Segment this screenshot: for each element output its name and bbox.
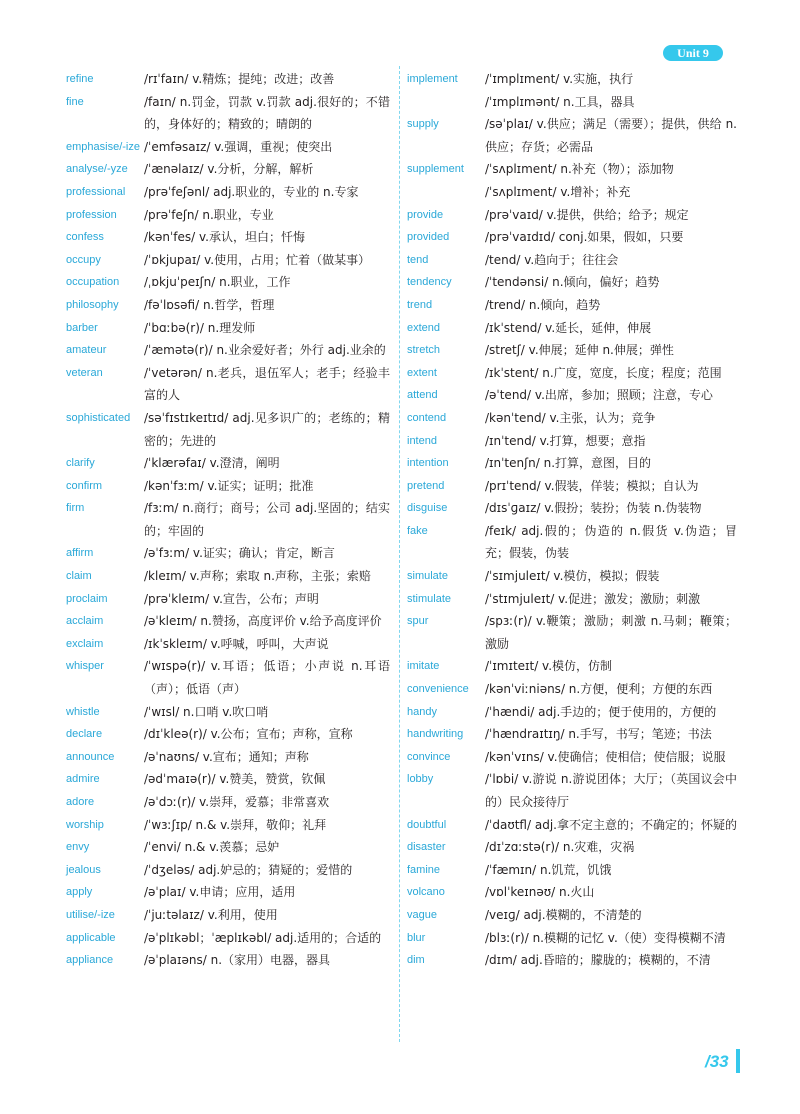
vocab-entry	[66, 791, 396, 814]
vocab-word: jealous	[66, 863, 101, 876]
vocab-definition: /əˈfɜːm/ v.证实；确认；肯定，断言	[144, 546, 335, 561]
vocab-definition: /ˈdʒeləs/ adj.妒忌的；猜疑的；爱惜的	[144, 862, 353, 877]
vocab-definition: /əˈdɔː(r)/ v.崇拜，爱慕；非常喜欢	[144, 795, 330, 809]
vocab-definition: /ədˈmaɪə(r)/ v.赞美，赞赏，钦佩	[144, 772, 326, 787]
vocab-word: worship	[66, 818, 104, 831]
vocab-entry	[407, 384, 737, 407]
vocab-entry	[407, 407, 737, 430]
vocab-definition: /ˈɪmplɪment/ v.实施，执行	[485, 72, 634, 86]
vocab-word: sophisticated	[66, 411, 131, 424]
vocab-definition: /stretʃ/ v.伸展；延伸 n.伸展；弹性	[485, 343, 674, 358]
vocab-word: clarify	[66, 457, 95, 470]
vocab-entry	[407, 859, 737, 882]
vocab-word: supply	[407, 118, 439, 131]
vocab-entry	[66, 633, 396, 656]
vocab-word: extend	[407, 321, 441, 334]
vocab-definition: /ˈhændraɪtɪŋ/ n.手写，书写；笔迹；书法	[485, 727, 712, 742]
page-number-bar	[736, 1049, 740, 1073]
vocab-word: confirm	[66, 479, 103, 492]
vocab-entry	[66, 294, 396, 317]
vocab-entry	[66, 542, 396, 565]
vocab-definition: /dɪˈzɑːstə(r)/ n.灾难，灾祸	[485, 840, 635, 855]
vocab-word: blur	[407, 931, 426, 944]
vocab-definition: /səˈfɪstɪkeɪtɪd/ adj.见多识广的；老练的；精密的；先进的	[144, 410, 390, 448]
vocab-definition: /kənˈfes/ v.承认，坦白；忏悔	[144, 230, 305, 245]
vocab-entry	[407, 655, 737, 678]
vocab-definition: /ɪnˈtend/ v.打算，想要；意指	[485, 433, 646, 448]
vocab-entry	[407, 881, 737, 904]
vocab-definition: /ˈwɜːʃɪp/ n.& v.崇拜，敬仰；礼拜	[144, 817, 327, 832]
vocab-entry	[407, 294, 737, 317]
vocab-word: apply	[66, 886, 93, 899]
vocab-word: intend	[407, 434, 437, 447]
vocab-word: stimulate	[407, 592, 452, 605]
vocab-entry	[66, 610, 396, 633]
vocab-word: intention	[407, 457, 449, 470]
vocab-word: doubtful	[407, 818, 447, 831]
vocab-definition: /əˈplaɪ/ v.申请；应用，适用	[144, 885, 296, 900]
vocab-definition: /trend/ n.倾向，趋势	[485, 297, 601, 312]
vocab-word: whistle	[66, 705, 100, 718]
vocab-definition: /ɪkˈstend/ v.延长，延伸，伸展	[485, 320, 652, 335]
vocab-definition: /feɪk/ adj.假的；伪造的 n.假货 v.伪造；冒充；假装，伪装	[485, 523, 737, 561]
vocab-definition: /fəˈlɒsəfi/ n.哲学，哲理	[144, 297, 275, 312]
right-column	[407, 68, 737, 972]
vocab-word: extent	[407, 366, 437, 379]
vocab-word: lobby	[407, 773, 434, 786]
vocab-entry	[66, 407, 396, 452]
vocab-word: tend	[407, 253, 429, 266]
vocab-definition: /spɜː(r)/ v.鞭策；激励；刺激 n.马刺；鞭策；激励	[485, 614, 737, 651]
vocab-word: amateur	[66, 344, 107, 357]
vocab-entry	[66, 317, 396, 340]
vocab-entry	[66, 746, 396, 769]
vocab-entry	[66, 927, 396, 950]
vocab-word: imitate	[407, 660, 440, 673]
vocab-entry	[66, 565, 396, 588]
vocab-entry	[66, 701, 396, 724]
vocab-definition: /ˈæmətə(r)/ n.业余爱好者；外行 adj.业余的	[144, 343, 386, 358]
vocab-entry	[66, 181, 396, 204]
vocab-definition: /ˌɒkjuˈpeɪʃn/ n.职业，工作	[144, 275, 291, 290]
vocab-definition: /əˈplɪkəbl；ˈæplɪkəbl/ adj.适用的；合适的	[144, 930, 382, 945]
vocab-definition: /ˈklærəfaɪ/ v.澄清，阐明	[144, 456, 280, 471]
vocab-entry	[407, 475, 737, 498]
vocab-word: barber	[66, 321, 98, 334]
vocab-entry	[66, 475, 396, 498]
vocab-word: analyse/-yze	[66, 163, 128, 176]
vocab-entry	[407, 949, 737, 972]
vocab-definition: /ˈænəlaɪz/ v.分析，分解，解析	[144, 162, 314, 177]
vocab-word: professional	[66, 185, 126, 198]
page-number: /33	[705, 1052, 729, 1071]
vocab-definition: /veɪɡ/ adj.模糊的，不清楚的	[485, 907, 642, 922]
vocab-word: utilise/-ize	[66, 908, 115, 921]
vocab-word: fine	[66, 95, 84, 108]
vocab-definition: /əˈplaɪəns/ n.（家用）电器，器具	[144, 953, 331, 968]
vocab-word: implement	[407, 73, 458, 85]
vocab-word: admire	[66, 773, 100, 786]
vocab-definition: /ɪnˈtenʃn/ n.打算，意图，目的	[485, 456, 652, 471]
vocab-entry	[407, 91, 737, 114]
vocab-word: dim	[407, 954, 425, 967]
vocab-entry	[66, 497, 396, 542]
vocab-word: pretend	[407, 479, 445, 492]
vocab-word: adore	[66, 796, 95, 808]
vocab-word: simulate	[407, 570, 448, 583]
vocab-entry	[66, 655, 396, 700]
vocab-word: contend	[407, 411, 447, 424]
vocab-definition: /kənˈvɪns/ v.使确信；使相信；使信服；说服	[485, 749, 726, 764]
vocab-word: acclaim	[66, 615, 104, 628]
vocab-word: occupy	[66, 253, 101, 266]
vocab-entry	[66, 904, 396, 927]
vocab-entry	[66, 158, 396, 181]
vocab-word: spur	[407, 615, 429, 628]
vocab-entry	[407, 452, 737, 475]
vocab-word: refine	[66, 73, 94, 85]
vocab-word: proclaim	[66, 592, 108, 605]
vocab-definition: /ˈsʌplɪment/ v.增补；补充	[485, 184, 631, 199]
vocab-definition: /kənˈviːniəns/ n.方便，便利；方便的东西	[485, 682, 713, 697]
vocab-word: trend	[407, 298, 433, 311]
vocab-word: stretch	[407, 344, 441, 357]
vocab-entry	[407, 497, 737, 520]
vocab-definition: /ˈbɑːbə(r)/ n.理发师	[144, 320, 256, 335]
vocab-entry	[66, 339, 396, 362]
vocab-word: supplement	[407, 163, 464, 176]
vocab-entry	[407, 158, 737, 181]
vocab-word: volcano	[407, 886, 445, 899]
vocab-entry	[407, 904, 737, 927]
vocab-word: fake	[407, 524, 428, 537]
vocab-definition: /ˈɪmplɪmənt/ n.工具，器具	[485, 94, 635, 109]
vocab-definition: /səˈplaɪ/ v.供应；满足（需要）；提供，供给 n.供应；存货；必需品	[485, 117, 737, 154]
vocab-entry	[66, 723, 396, 746]
vocab-word: philosophy	[66, 298, 119, 311]
vocab-word: profession	[66, 208, 117, 221]
vocab-definition: /blɜː(r)/ n.模糊的记忆 v.（使）变得模糊不清	[485, 930, 726, 945]
vocab-entry	[407, 362, 737, 385]
vocab-entry	[407, 113, 737, 158]
vocab-word: convince	[407, 750, 451, 763]
vocab-entry	[66, 136, 396, 159]
vocab-entry	[407, 814, 737, 837]
vocab-definition: /ɪkˈskleɪm/ v.呼喊，呼叫，大声说	[144, 636, 329, 651]
vocab-entry	[407, 317, 737, 340]
vocab-definition: /kleɪm/ v.声称；索取 n.声称，主张；索赔	[144, 569, 371, 584]
vocab-entry	[407, 565, 737, 588]
vocab-definition: /ˈenvi/ n.& v.羡慕；忌妒	[144, 840, 280, 855]
vocab-entry	[407, 746, 737, 769]
vocab-definition: /ˈsɪmjuleɪt/ v.模仿，模拟；假装	[485, 569, 660, 584]
vocab-definition: /ˈstɪmjuleɪt/ v.促进；激发；激励；刺激	[485, 591, 701, 606]
vocab-entry	[407, 768, 737, 813]
vocab-definition: /ˈwɪsl/ n.口哨 v.吹口哨	[144, 704, 269, 719]
vocab-entry	[66, 249, 396, 272]
vocab-word: occupation	[66, 276, 120, 289]
vocab-entry	[66, 949, 396, 972]
vocab-definition: /ˈfæmɪn/ n.饥荒，饥饿	[485, 862, 612, 877]
vocab-entry	[407, 226, 737, 249]
vocab-word: handwriting	[407, 728, 464, 741]
vocab-definition: /ˈhændi/ adj.手边的；便于使用的，方便的	[485, 704, 717, 719]
column-divider	[399, 66, 400, 1042]
vocab-word: handy	[407, 705, 437, 718]
vocab-entry	[66, 859, 396, 882]
vocab-definition: /əˈtend/ v.出席，参加；照顾；注意，专心	[485, 388, 713, 403]
vocab-entry	[66, 768, 396, 791]
vocab-entry	[66, 836, 396, 859]
vocab-definition: /ˈtendənsi/ n.倾向，偏好；趋势	[485, 275, 660, 290]
vocab-entry	[407, 701, 737, 724]
vocab-word: firm	[66, 502, 85, 515]
vocab-entry	[66, 814, 396, 837]
vocab-entry	[66, 881, 396, 904]
vocab-entry	[407, 68, 737, 91]
vocab-definition: /ˈdaʊtfl/ adj.拿不定主意的；不确定的；怀疑的	[485, 817, 737, 832]
vocab-entry	[66, 204, 396, 227]
vocab-definition: /əˈnaʊns/ v.宣布；通知；声称	[144, 749, 309, 764]
vocab-word: envy	[66, 841, 90, 854]
vocab-entry	[407, 610, 737, 655]
vocab-definition: /ˈlɒbi/ v.游说 n.游说团体；大厅；（英国议会中的）民众接待厅	[485, 772, 737, 809]
vocab-word: veteran	[66, 366, 103, 379]
vocab-definition: /kənˈtend/ v.主张，认为；竞争	[485, 410, 656, 425]
vocab-word: announce	[66, 750, 115, 763]
vocab-entry	[407, 588, 737, 611]
vocab-word: vague	[407, 908, 437, 921]
vocab-definition: /faɪn/ n.罚金，罚款 v.罚款 adj.很好的；不错的，身体好的；精致的；晴朗的	[144, 94, 390, 132]
vocab-word: disaster	[407, 841, 446, 854]
vocab-entry	[407, 181, 737, 204]
vocab-entry	[407, 430, 737, 453]
vocab-definition: /dɪsˈɡaɪz/ v.假扮；装扮；伪装 n.伪装物	[485, 501, 702, 516]
vocab-definition: /ˈɒkjupaɪ/ v.使用，占用；忙着（做某事）	[144, 252, 371, 267]
vocab-entry	[66, 226, 396, 249]
vocab-definition: /prəˈvaɪdɪd/ conj.如果，假如，只要	[485, 230, 684, 245]
vocab-word: applicable	[66, 931, 116, 944]
vocab-definition: /kənˈfɜːm/ v.证实；证明；批准	[144, 478, 314, 493]
vocab-entry	[407, 204, 737, 227]
vocab-word: provide	[407, 208, 444, 221]
vocab-word: appliance	[66, 954, 114, 967]
vocab-definition: /ˈwɪspə(r)/ v.耳语；低语；小声说 n.耳语（声）；低语（声）	[144, 659, 390, 697]
vocab-entry	[407, 249, 737, 272]
vocab-definition: /ˈemfəsaɪz/ v.强调，重视；使突出	[144, 139, 333, 154]
vocab-entry	[407, 927, 737, 950]
vocab-definition: /ˈɪmɪteɪt/ v.模仿，仿制	[485, 659, 613, 674]
vocab-entry	[407, 723, 737, 746]
vocab-entry	[66, 68, 396, 91]
vocab-entry	[66, 452, 396, 475]
vocab-entry	[66, 588, 396, 611]
vocab-definition: /rɪˈfaɪn/ v.精炼；提纯；改进；改善	[144, 72, 335, 86]
vocab-definition: /əˈkleɪm/ n.赞扬，高度评价 v.给予高度评价	[144, 614, 382, 629]
vocab-word: affirm	[66, 547, 94, 560]
vocab-definition: /dɪˈkleə(r)/ v.公布；宣布；声称，宣称	[144, 727, 353, 742]
vocab-word: exclaim	[66, 637, 104, 650]
vocab-word: declare	[66, 728, 103, 741]
vocab-entry	[407, 836, 737, 859]
vocab-entry	[66, 362, 396, 407]
vocab-definition: /dɪm/ adj.昏暗的；朦胧的；模糊的，不清	[485, 953, 711, 968]
unit-badge: Unit 9	[663, 45, 723, 61]
vocab-definition: /ˈvetərən/ n.老兵，退伍军人；老手；经验丰富的人	[144, 365, 390, 403]
vocab-definition: /vɒlˈkeɪnəʊ/ n.火山	[485, 885, 595, 900]
vocab-entry	[407, 271, 737, 294]
vocab-word: convenience	[407, 683, 469, 696]
vocab-definition: /prəˈfeʃənl/ adj.职业的，专业的 n.专家	[144, 184, 359, 199]
left-column	[66, 68, 396, 972]
vocab-word: tendency	[407, 276, 452, 289]
vocab-word: provided	[407, 231, 450, 244]
vocab-entry	[407, 339, 737, 362]
vocab-definition: /prɪˈtend/ v.假装，佯装；模拟；自认为	[485, 478, 699, 493]
vocab-definition: /prəˈvaɪd/ v.提供，供给；给予；规定	[485, 207, 689, 222]
vocab-word: confess	[66, 231, 104, 244]
vocab-word: disguise	[407, 502, 448, 515]
vocab-definition: /fɜːm/ n.商行；商号；公司 adj.坚固的；结实的；牢固的	[144, 501, 390, 538]
vocab-entry	[407, 520, 737, 565]
vocab-definition: /ˈjuːtəlaɪz/ v.利用，使用	[144, 907, 278, 922]
vocab-definition: /ˈsʌplɪment/ n.补充（物）；添加物	[485, 162, 674, 177]
vocab-word: whisper	[66, 660, 104, 673]
vocab-definition: /tend/ v.趋向于；往往会	[485, 252, 619, 267]
vocab-entry	[407, 678, 737, 701]
vocab-word: claim	[66, 570, 92, 583]
vocab-word: emphasise/-ize	[66, 140, 140, 153]
vocab-definition: /ɪkˈstent/ n.广度，宽度，长度；程度；范围	[485, 365, 722, 380]
vocab-entry	[66, 91, 396, 136]
vocab-definition: /prəˈfeʃn/ n.职业，专业	[144, 207, 274, 222]
vocab-definition: /prəˈkleɪm/ v.宣告，公布；声明	[144, 591, 319, 606]
vocab-word: attend	[407, 389, 438, 402]
vocab-entry	[66, 271, 396, 294]
vocab-word: famine	[407, 863, 441, 876]
